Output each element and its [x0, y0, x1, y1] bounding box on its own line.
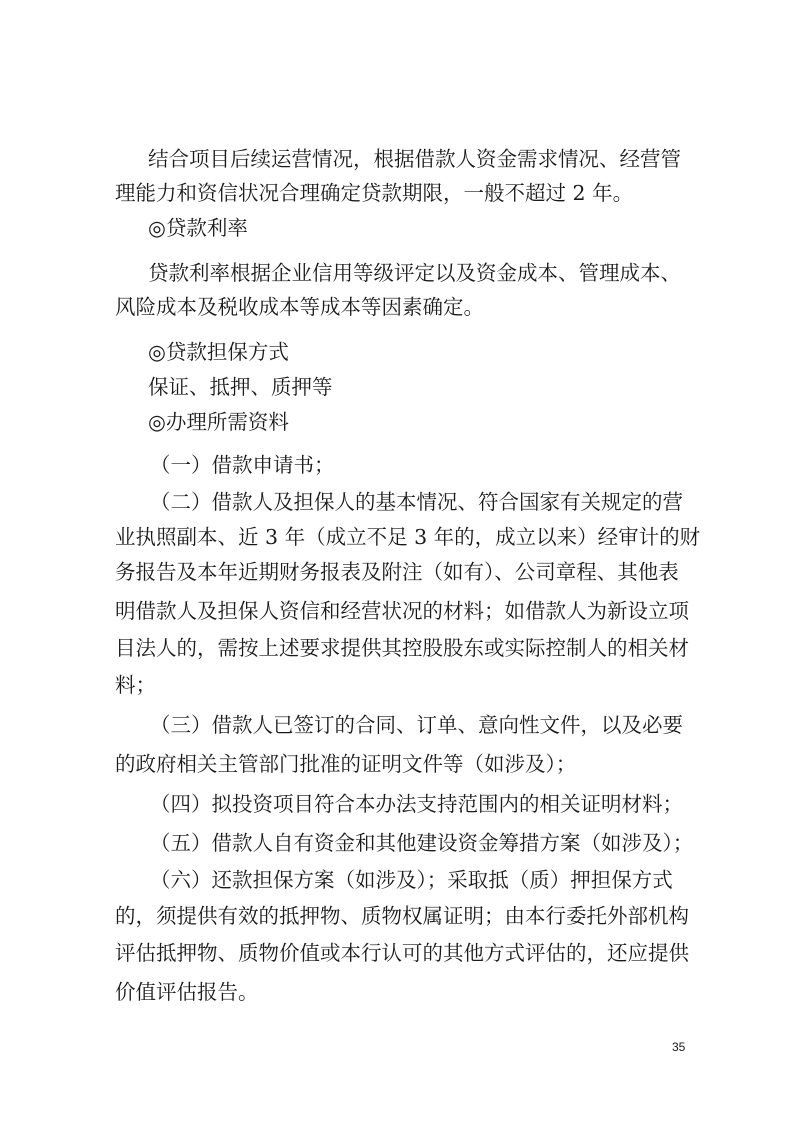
paragraph-line: 结合项目后续运营情况，根据借款人资金需求情况、经营管	[148, 147, 681, 171]
paragraph-line: 目法人的，需按上述要求提供其控股股东或实际控制人的相关材	[115, 636, 689, 660]
paragraph-line: 理能力和资信状况合理确定贷款期限，一般不超过 2 年。	[115, 181, 634, 205]
paragraph-line: 的，须提供有效的抵押物、质物权属证明；由本行委托外部机构	[115, 904, 689, 928]
paragraph-line: 贷款利率根据企业信用等级评定以及资金成本、管理成本、	[148, 261, 681, 285]
paragraph-line: 保证、抵押、质押等	[148, 375, 333, 399]
list-item: （一）借款申请书；	[150, 453, 335, 477]
section-heading: ◎办理所需资料	[148, 410, 289, 434]
list-item: （三）借款人已签订的合同、订单、意向性文件，以及必要	[150, 713, 683, 737]
paragraph-line: 业执照副本、近 3 年（成立不足 3 年的，成立以来）经审计的财	[115, 525, 701, 549]
paragraph-line: 的政府相关主管部门批准的证明文件等（如涉及）；	[115, 752, 577, 776]
paragraph-line: 价值评估报告。	[115, 980, 259, 1004]
paragraph-line: 料；	[115, 673, 156, 697]
list-item: （五）借款人自有资金和其他建设资金筹措方案（如涉及）；	[150, 831, 694, 855]
paragraph-line: 务报告及本年近期财务报表及附注（如有）、公司章程、其他表	[115, 560, 679, 584]
paragraph-line: 评估抵押物、质物价值或本行认可的其他方式评估的，还应提供	[115, 941, 689, 965]
list-item: （四）拟投资项目符合本办法支持范围内的相关证明材料；	[150, 792, 683, 816]
paragraph-line: 明借款人及担保人资信和经营状况的材料；如借款人为新设立项	[115, 599, 689, 623]
paragraph-line: 风险成本及税收成本等成本等因素确定。	[115, 295, 484, 319]
list-item: （六）还款担保方案（如涉及）；采取抵（质）押担保方式	[150, 868, 673, 892]
section-heading: ◎贷款担保方式	[148, 340, 289, 364]
section-heading: ◎贷款利率	[148, 216, 248, 240]
page-number: 35	[672, 1040, 686, 1054]
list-item: （二）借款人及担保人的基本情况、符合国家有关规定的营	[150, 490, 683, 514]
